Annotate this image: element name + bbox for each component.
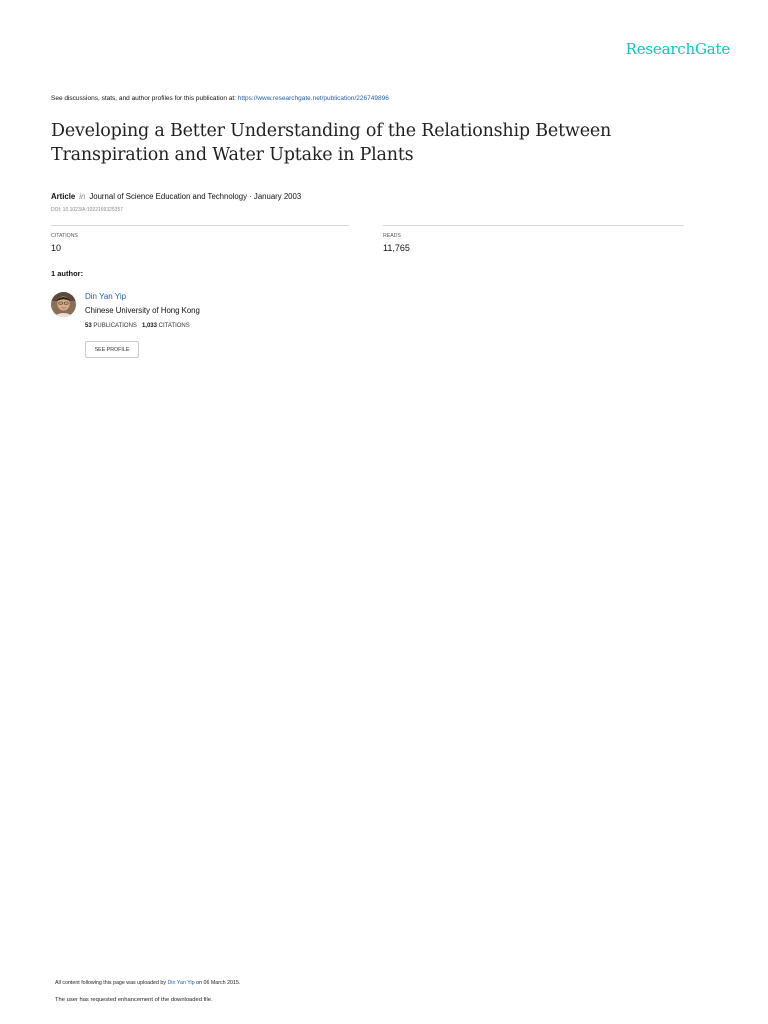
see-profile-button[interactable]: SEE PROFILE [85,341,139,358]
researchgate-logo[interactable]: ResearchGate [625,40,730,58]
publication-type: Article [51,192,76,201]
author-avatar[interactable] [51,292,76,317]
footer-upload-line [55,980,240,986]
publication-meta [51,192,301,201]
footer-note: The user has requested enhancement of the downloaded file. [55,997,213,1003]
in-label: in [79,192,86,201]
citations-value: 10 [51,243,62,253]
citations-label: CITATIONS [51,233,78,239]
reads-label: READS [383,233,401,239]
author-citations-label: CITATIONS [158,323,190,329]
author-affiliation: Chinese University of Hong Kong [85,306,200,315]
stats-divider-left [51,225,349,226]
stats-divider-right [383,225,684,226]
publication-url-link[interactable]: https://www.researchgate.net/publication/226749896 [237,95,389,102]
reads-value: 11,765 [383,243,410,253]
authors-heading: 1 author: [51,269,84,278]
publications-label: PUBLICATIONS [93,323,137,329]
doi: DOI: 10.1023/A:1022169325357 [51,207,124,213]
source-line [51,95,389,102]
upload-suffix: on 06 March 2015. [194,980,241,986]
source-prefix: See discussions, stats, and author profiles for this publication at: [51,95,238,102]
publications-count: 53 [85,323,92,329]
publication-title: Developing a Better Understanding of the Relationship Between Transpiration and Water Uptake in Plants [51,121,612,165]
journal-line: Journal of Science Education and Technology · January 2003 [89,192,302,201]
author-name-link[interactable]: Din Yan Yip [85,292,127,301]
upload-prefix: All content following this page was uploaded by [55,980,168,986]
uploader-link[interactable]: Din Yan Yip [167,980,195,986]
author-citations-count: 1,033 [141,323,157,329]
author-stats [85,323,190,329]
author-photo-icon [51,292,76,317]
